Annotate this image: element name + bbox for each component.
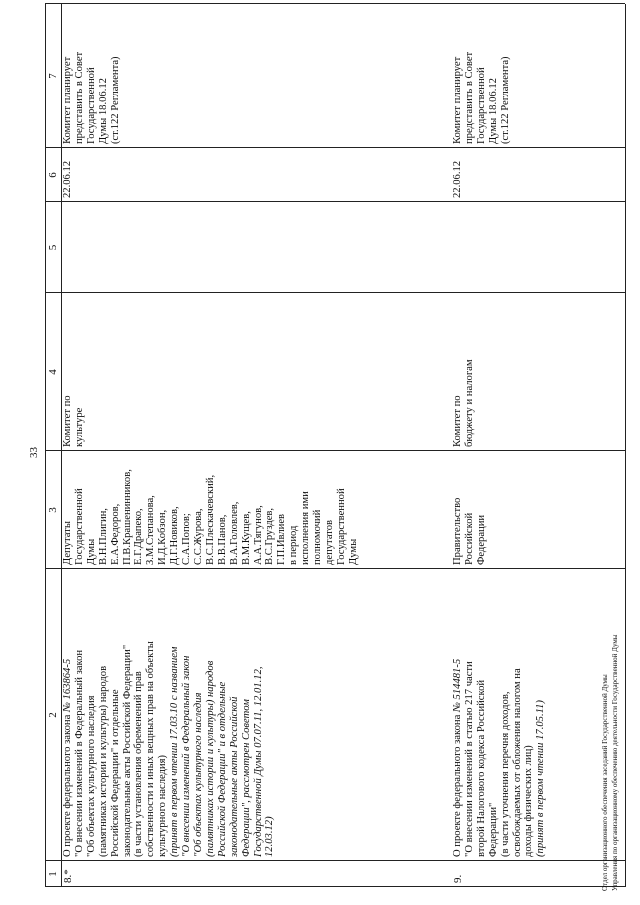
description-text: О проекте федерального закона	[452, 712, 463, 857]
description-text: Государственной Думы 07.07.11, 12.01.12,	[252, 666, 264, 857]
description-text: законодательные акты Российской	[228, 696, 240, 857]
description-text: "Об объектах культурного наследия	[85, 695, 97, 857]
initiator-line: В.М.Кущев,	[240, 511, 252, 565]
description-text: доходы физических лиц)	[523, 745, 535, 857]
note-text	[62, 52, 122, 144]
description-text: "О внесении изменений в статью 217 части	[463, 661, 475, 857]
description-line	[133, 641, 145, 857]
col-divider-6	[45, 147, 625, 148]
initiator-line: Государственной	[73, 488, 85, 565]
description-text: освобождаемых от обложения налогом на	[511, 668, 523, 857]
initiator-line: А.А.Тягунов,	[252, 505, 264, 565]
description-line	[62, 641, 74, 857]
col-divider-1	[45, 860, 625, 861]
description-line	[476, 659, 488, 857]
description-line	[535, 659, 547, 857]
description-line	[512, 659, 524, 857]
initiator-line: Российской	[463, 512, 475, 565]
bill-description	[452, 659, 547, 857]
initiator-line: депутатов	[323, 519, 335, 565]
description-text: собственности и иных вещных прав на объекты	[145, 641, 157, 857]
description-line	[464, 659, 476, 857]
initiator-line: Правительство	[452, 497, 463, 565]
col-divider-5	[45, 201, 625, 202]
description-line	[452, 659, 464, 857]
description-line	[157, 641, 169, 857]
page-footer	[600, 635, 620, 891]
note-line: Государственной	[475, 67, 487, 144]
col-divider-4	[45, 292, 625, 293]
note-line: (ст.122 Регламента)	[499, 56, 511, 144]
header-col-3: 3	[47, 507, 59, 513]
description-line	[205, 641, 217, 857]
description-text: второй Налогового кодекса Российской	[475, 679, 487, 857]
description-line	[110, 641, 122, 857]
note-line: Комитет планирует	[452, 56, 463, 144]
page-number: 33	[28, 447, 40, 458]
header-col-1: 1	[47, 871, 59, 877]
responsible-committee	[62, 395, 86, 447]
note-line: Государственной	[85, 67, 97, 144]
col-divider-0	[45, 886, 625, 887]
initiator-line: Депутаты	[62, 521, 73, 565]
description-line	[98, 641, 110, 857]
description-line	[500, 659, 512, 857]
description-text: "Об объектах культурного наследия	[192, 692, 204, 857]
row-number: 8.*	[62, 869, 74, 883]
footer-line-1: Отдел организационного обеспечения заседаний Государственной Думы	[601, 674, 609, 891]
initiator-list	[452, 498, 488, 565]
description-text: Российской Федерации" и отдельные	[109, 689, 121, 857]
description-text: (принят в первом чтении 17.03.10 с названием	[169, 646, 181, 857]
note-line: Думы 18.06.12	[487, 78, 499, 144]
initiator-list	[62, 469, 360, 565]
description-line	[169, 641, 181, 857]
description-line	[229, 641, 241, 857]
initiator-line: Г.П.Ивлиев	[276, 513, 288, 565]
description-text: Федерации"	[487, 802, 499, 857]
note-line: представить в Совет	[463, 51, 475, 144]
table-bottom-border	[625, 4, 626, 887]
date-value: 22.06.12	[62, 160, 73, 198]
initiator-line: З.М.Степанова,	[145, 495, 157, 565]
description-line	[74, 641, 86, 857]
header-col-2: 2	[47, 712, 59, 718]
initiator-line: Думы	[347, 538, 359, 565]
header-col-7: 7	[47, 73, 59, 79]
initiator-line: Федерации	[475, 514, 487, 565]
note-line: Комитет планирует	[62, 56, 73, 144]
initiator-line: Д.Г.Новиков,	[169, 506, 181, 565]
description-line	[264, 641, 276, 857]
description-text: О проекте федерального закона	[62, 712, 73, 857]
description-text: (памятниках истории и культуры) народов	[97, 665, 109, 857]
initiator-line: В.С.Груздев,	[264, 507, 276, 565]
initiator-line: В.С.Плескачевский,	[204, 474, 216, 565]
bill-number: № 514481-5	[452, 658, 463, 713]
initiator-line: В.А.Головлев,	[228, 501, 240, 565]
initiator-line: полномочий	[312, 509, 324, 565]
header-col-6: 6	[47, 172, 59, 178]
description-line	[193, 641, 205, 857]
description-line	[217, 641, 229, 857]
committee-line: Комитет по	[452, 395, 463, 447]
note-line: Думы 18.06.12	[97, 78, 109, 144]
description-line	[145, 641, 157, 857]
description-text: (в части уточнения перечня доходов,	[499, 691, 511, 857]
initiator-line: В.В.Панов,	[216, 514, 228, 565]
description-text: законодательные акты Российской Федерации"	[121, 644, 133, 857]
initiator-line: И.Д.Кобзон,	[157, 509, 169, 565]
description-line	[241, 641, 253, 857]
initiator-line: Государственной	[335, 488, 347, 565]
responsible-committee	[452, 359, 476, 447]
description-text: (памятниках истории и культуры) народов	[204, 660, 216, 857]
initiator-line: С.А.Попов;	[181, 513, 193, 565]
description-text: (принят в первом чтении 17.05.11)	[535, 700, 547, 857]
initiator-line: Думы	[85, 538, 97, 565]
row-number: 9.	[452, 874, 464, 883]
initiator-line: Е.А.Федоров,	[109, 503, 121, 565]
description-text: 12.03.12)	[264, 816, 276, 857]
date-value: 22.06.12	[452, 160, 463, 198]
description-line	[122, 641, 134, 857]
bill-description	[62, 641, 276, 857]
note-line: (ст.122 Регламента)	[109, 56, 121, 144]
initiator-line: П.В.Крашенинников,	[121, 469, 133, 565]
description-text: "О внесении изменений в Федеральный закон	[73, 649, 85, 857]
initiator-line: В.Н.Плигин,	[97, 508, 109, 565]
col-divider-7	[45, 3, 625, 4]
initiator-line: исполнения ими	[300, 491, 312, 565]
bill-number: № 163864-5	[62, 658, 73, 713]
description-line	[523, 659, 535, 857]
committee-line: культуре	[73, 407, 85, 447]
description-text: "О внесении изменений в Федеральный закон	[181, 655, 193, 857]
header-col-4: 4	[47, 369, 59, 375]
description-line	[488, 659, 500, 857]
description-text: культурного наследия)	[157, 754, 169, 857]
col-divider-3	[45, 450, 625, 451]
description-line	[86, 641, 98, 857]
description-line	[253, 641, 265, 857]
description-text: Федерации", рассмотрен Советом	[240, 699, 252, 857]
committee-line: бюджету и налогам	[463, 359, 475, 447]
note-text	[452, 52, 512, 144]
initiator-line: Е.Г.Драпеко,	[133, 508, 145, 565]
note-line: представить в Совет	[73, 51, 85, 144]
col-divider-2	[45, 568, 625, 569]
header-col-5: 5	[47, 244, 59, 251]
description-line	[181, 641, 193, 857]
description-text: (в части установления обременений прав	[133, 671, 145, 857]
committee-line: Комитет по	[62, 395, 73, 447]
description-text: Российской Федерации" и в отдельные	[216, 681, 228, 857]
footer-line-2: Управления по организационному обеспечению деятельности Государственной Думы	[611, 634, 619, 891]
initiator-line: в период	[288, 525, 300, 565]
initiator-line: С.С.Журова,	[192, 508, 204, 565]
